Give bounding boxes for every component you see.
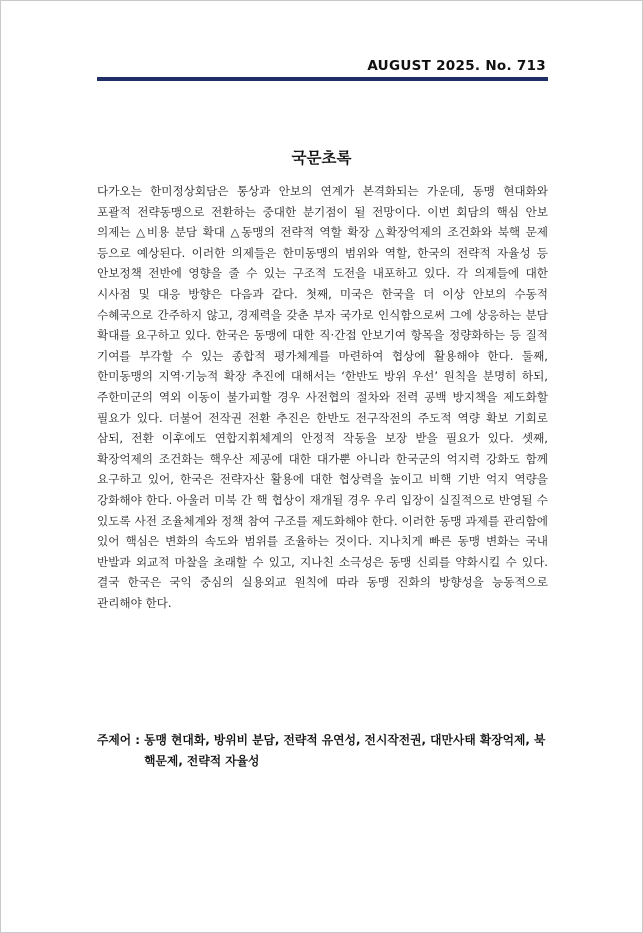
issue-header: AUGUST 2025. No. 713 xyxy=(367,58,546,74)
keywords-values: 동맹 현대화, 방위비 분담, 전략적 유연성, 전시작전권, 대만사태 확장억제, 북핵문제, 전략적 자율성 xyxy=(144,733,546,768)
keywords-label: 주제어 xyxy=(97,733,132,747)
keywords-separator: : xyxy=(131,733,145,747)
page-title: 국문초록 xyxy=(291,149,352,167)
header-rule xyxy=(97,77,548,81)
keywords xyxy=(97,730,552,772)
abstract-body: 다가오는 한미정상회담은 통상과 안보의 연계가 본격화되는 가운데, 동맹 현대화와 포괄적 전략동맹으로 전환하는 중대한 분기점이 될 전망이다. 이번 회담의 핵심 안보 의제는 △비용 분담 확대 △동맹의 전략적 역할 확장 △확장억제의 조건화와 북핵 문제 등으로 예상된다. 이러한 의제들은 한미동맹의 범위와 역할, 한국의 전략적 자율성 등 안보정책 전반에 영향을 줄 수 있는 구조적 도전을 내포하고 있다. 각 의제들에 대한 시사점 및 대응 방향은 다음과 같다. 첫째, 미국은 한국을 더 이상 안보의 수동적 수혜국으로 간주하지 않고, 경제력을 갖춘 부자 국가로 인식함으로써 그에 상응하는 분담 확대를 요구하고 있다. 한국은 동맹에 대한 직·간접 안보기여 항목을 정량화하는 등 질적 기여를 부각할 수 있는 종합적 평가체계를 마련하여 협상에 활용해야 한다. 둘째, 한미동맹의 지역·기능적 확장 추진에 대해서는 ‘한반도 방위 우선’ 원칙을 분명히 하되, 주한미군의 역외 이동이 불가피할 경우 사전협의 절차와 전력 공백 방지책을 제도화할 필요가 있다. 더불어 전작권 전환 추진은 한반도 전구작전의 주도적 역량 확보 기회로 삼되, 전환 이후에도 연합지휘체계의 안정적 작동을 보장 받을 필요가 있다. 셋째, 확장억제의 조건화는 핵우산 제공에 대한 대가뿐 아니라 한국군의 억지력 강화도 함께 요구하고 있어, 한국은 전략자산 활용에 대한 협상력을 높이고 비핵 기반 억지 역량을 강화해야 한다. 아울러 미북 간 핵 협상이 재개될 경우 우리 입장이 실질적으로 반영될 수 있도록 사전 조율체계와 정책 참여 구조를 제도화해야 한다. 이러한 동맹 과제를 관리함에 있어 핵심은 변화의 속도와 범위를 조율하는 것이다. 지나치게 빠른 동맹 변화는 국내 반발과 외교적 마찰을 초래할 수 있고, 지나친 소극성은 동맹 신뢰를 약화시킬 수 있다. 결국 한국은 국익 중심의 실용외교 원칙에 따라 동맹 진화의 방향성을 능동적으로 관리해야 한다. xyxy=(97,184,548,610)
